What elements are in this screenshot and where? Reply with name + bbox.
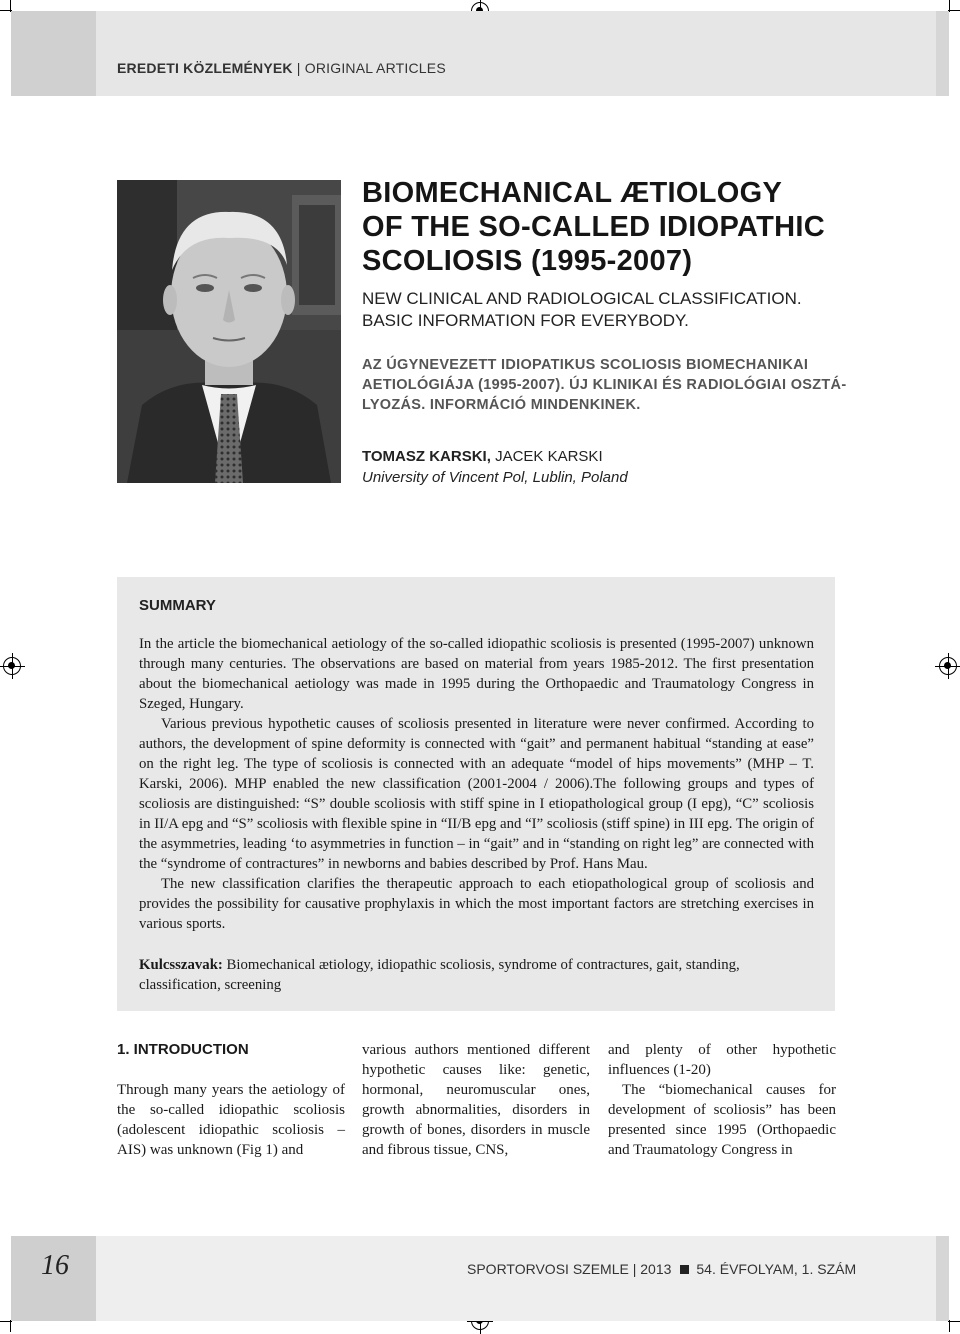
authors: TOMASZ KARSKI, JACEK KARSKI [362,448,603,465]
body-paragraph: The “biomechanical causes for development of scoliosis” has been presented since 1995 (Orthopaedic and Traumatology Congress in [608,1082,836,1158]
registration-mark-icon [939,657,957,675]
summary-paragraph: The new classification clarifies the therapeutic approach to each etiopathological group of scoliosis and provides the possibility for causative prophylaxis in which the most important factors are stretching exercises in various sports. [139,876,814,932]
keywords: Kulcsszavak: Biomechanical ætiology, idiopathic scoliosis, syndrome of contractures, gait, standing, classification, screening [139,957,740,993]
crop-mark [949,1320,950,1332]
affiliation: University of Vincent Pol, Lublin, Poland [362,469,628,486]
section-label: EREDETI KÖZLEMÉNYEK | ORIGINAL ARTICLES [117,60,446,76]
summary-paragraph: Various previous hypothetic causes of scoliosis presented in literature were never confirmed. According to authors, the development of spine deformity is connected with “gait” and permanent habitual “standing at ease” on the right leg. The type of scoliosis is connected with an adequate “model of hips movements” (MHP – T. Karski, 2006). MHP enabled the new classification (2001-2004 / 2006).The following groups and types of scoliosis are distinguished: “S” double scoliosis with stiff spine in I etiopathological group (I epg), “C” scoliosis in II/A epg and “S” scoliosis with flexible spine in “II/B epg and “I” scoliosis (stiff spine) in III epg. The origin of the asymmetries, leading ‘to asymmetries in function – in “gait” and in “standing on right leg” are connected with the “syndrome of contractures” in newborns and babies described by Prof. Hans Mau. [139,716,814,872]
registration-mark-icon [3,657,21,675]
header-edge-block [936,11,949,96]
summary-heading: SUMMARY [139,597,216,614]
article-subtitle: NEW CLINICAL AND RADIOLOGICAL CLASSIFICATION. BASIC INFORMATION FOR EVERYBODY. [362,289,802,330]
article-title: BIOMECHANICAL ÆTIOLOGY OF THE SO-CALLED IDIOPATHIC SCOLIOSIS (1995-2007) [362,177,825,277]
summary-paragraph: In the article the biomechanical aetiology of the so-called idiopathic scoliosis is presented (1995-2007) unknown through many centuries. The observations are based on material from years 1985-2012. The first presentation about the biomechanical aetiology was made in 1995 during the Orthopaedic and Traumatology Congress in Szeged, Hungary. [139,636,814,712]
body-paragraph: Through many years the aetiology of the so-called idiopathic scoliosis (adolescent idiopathic scoliosis – AIS) was unknown (Fig 1) and [117,1082,345,1158]
body-paragraph: various authors mentioned different hypothetic causes like: genetic, hormonal, neuromuscular ones, growth abnormalities, disorders in growth of bones, disorders in muscle and fibrous tissue, CNS, [362,1042,590,1158]
summary-box [117,577,835,1011]
hungarian-title: AZ ÚGYNEVEZETT IDIOPATIKUS SCOLIOSIS BIOMECHANIKAI AETIOLÓGIÁJA (1995-2007). ÚJ KLINIKAI ÉS RADIOLÓGIAI OSZTÁ- LYOZÁS. INFORMÁCIÓ MINDENKINEK. [362,357,847,413]
journal-info: SPORTORVOSI SZEMLE | 2013 54. ÉVFOLYAM, 1. SZÁM [467,1261,857,1277]
summary-body [139,634,814,934]
page-number: 16 [41,1250,69,1281]
header-band [11,11,949,96]
header-corner-block [11,11,96,96]
body-paragraph: and plenty of other hypothetic influences (1-20) [608,1042,836,1078]
footer-band [11,1236,949,1321]
text-column-2 [362,1040,590,1160]
author-photo [117,180,341,483]
text-column-3 [608,1040,836,1160]
text-column-1 [117,1040,345,1160]
crop-mark [949,0,950,12]
square-bullet-icon [680,1265,689,1274]
crop-mark [10,1320,11,1332]
footer-edge-block [936,1236,949,1321]
introduction-heading: 1. INTRODUCTION [117,1041,249,1058]
